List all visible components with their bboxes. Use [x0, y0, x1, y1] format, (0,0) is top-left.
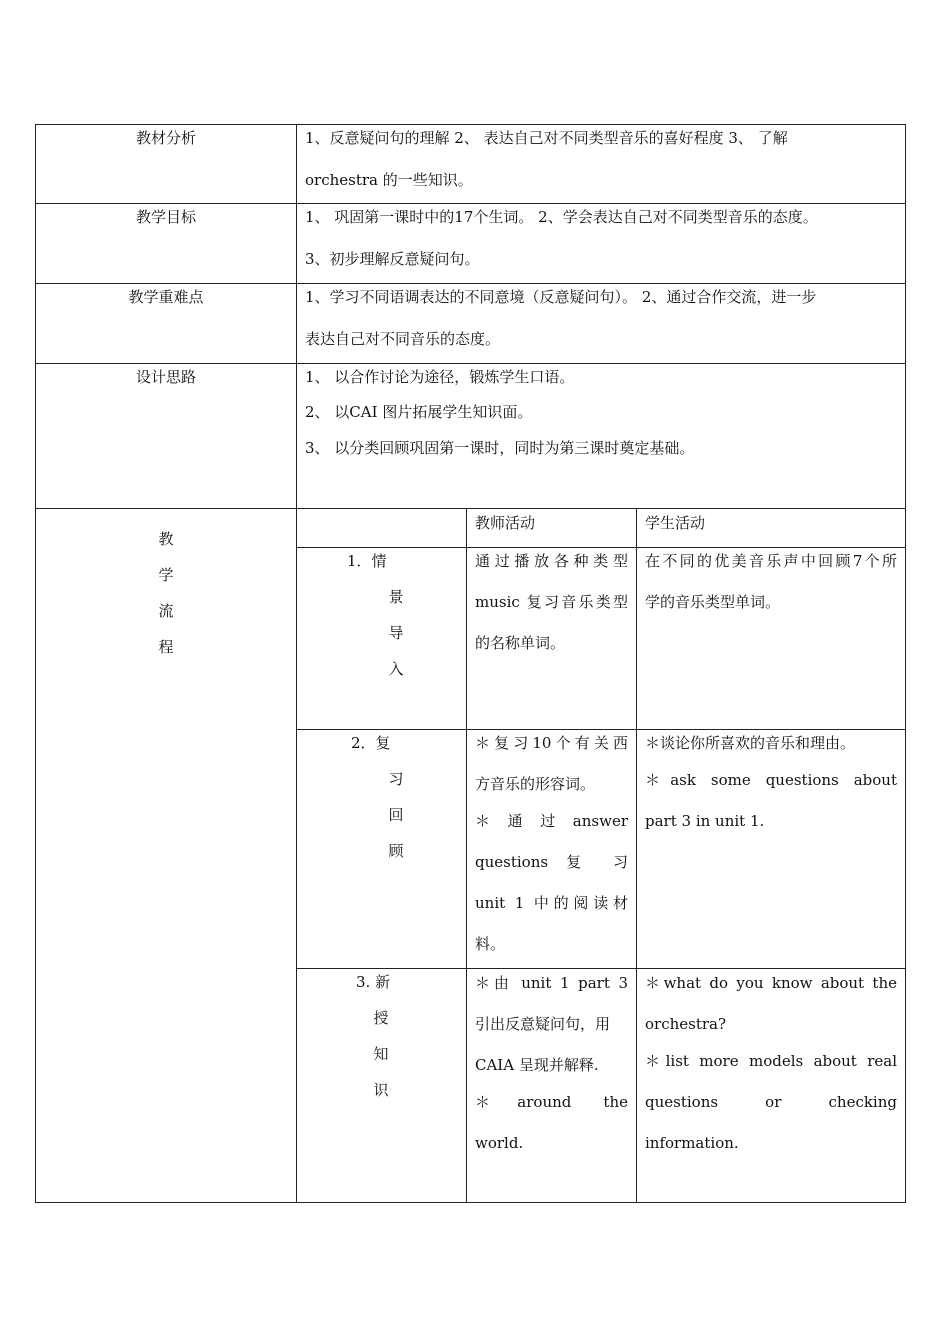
step-divider-1 [297, 729, 906, 730]
row-content-line: 1、 以合作讨论为途径，锻炼学生口语。 [305, 368, 575, 386]
teacher-activity-line: world. [475, 1134, 524, 1152]
row-divider-1 [35, 203, 906, 204]
process-label-char: 学 [158, 566, 174, 584]
header-teacher-activity: 教师活动 [475, 514, 536, 532]
student-activity-line: ＊谈论你所喜欢的音乐和理由。 [645, 734, 856, 752]
row-content-line: orchestra 的一些知识。 [305, 171, 473, 189]
student-column-divider [636, 508, 637, 1203]
header-student-activity: 学生活动 [645, 514, 706, 532]
row-content-line: 表达自己对不同音乐的态度。 [305, 330, 501, 348]
teacher-activity-line: unit 1 中的阅读材 [475, 894, 628, 912]
step-char: 导 [388, 624, 404, 642]
step-char: 回 [388, 806, 404, 824]
step-char: 顾 [388, 842, 404, 860]
step-number: 1．情 [347, 552, 387, 570]
teacher-column-divider [466, 508, 467, 1203]
teacher-activity-line: music 复习音乐类型 [475, 593, 628, 611]
student-activity-line: 学的音乐类型单词。 [645, 593, 781, 611]
row-divider-2 [35, 283, 906, 284]
student-activity-line: ＊ask some questions about [645, 771, 897, 789]
student-activity-line: ＊what do you know about the [645, 974, 897, 992]
student-activity-line: questions or checking [645, 1093, 897, 1111]
table-border-bottom [35, 1202, 906, 1203]
row-divider-4 [35, 508, 906, 509]
row-content-line: 3、初步理解反意疑问句。 [305, 250, 480, 268]
row-label-textbook-analysis: 教材分析 [135, 129, 196, 147]
teacher-activity-line: ＊由 unit 1 part 3 [475, 974, 628, 992]
table-border-top [35, 124, 906, 125]
student-activity-line: information. [645, 1134, 739, 1152]
step-char: 入 [388, 660, 404, 678]
row-content-line: 2、 以CAI 图片拓展学生知识面。 [305, 403, 533, 421]
teacher-activity-line: 的名称单词。 [475, 634, 566, 652]
row-label-design-ideas: 设计思路 [135, 368, 196, 386]
teacher-activity-line: ＊ 通 过 answer [475, 812, 628, 830]
row-divider-3 [35, 363, 906, 364]
process-label-char: 程 [158, 638, 174, 656]
row-label-teaching-goals: 教学目标 [135, 208, 196, 226]
process-label-char: 教 [158, 530, 174, 548]
step-divider-2 [297, 968, 906, 969]
step-char: 习 [388, 770, 404, 788]
student-activity-line: part 3 in unit 1. [645, 812, 765, 830]
teacher-activity-line: 引出反意疑问句，用 [475, 1015, 611, 1033]
row-content-line: 1、反意疑问句的理解 2、 表达自己对不同类型音乐的喜好程度 3、 了解 [305, 129, 788, 147]
table-border-left [35, 124, 36, 1203]
teacher-activity-line: 方音乐的形容词。 [475, 775, 596, 793]
table-border-right [905, 124, 906, 1203]
step-char: 知 [373, 1045, 389, 1063]
teacher-activity-line: ＊复习10个有关西 [475, 734, 628, 752]
step-number: 2．复 [351, 734, 391, 752]
step-char: 授 [373, 1009, 389, 1027]
student-activity-line: orchestra? [645, 1015, 727, 1033]
teacher-activity-line: questions 复 习 [475, 853, 628, 871]
row-label-key-points: 教学重难点 [128, 288, 204, 306]
process-label-char: 流 [158, 602, 174, 620]
row-content-line: 1、学习不同语调表达的不同意境（反意疑问句）。 2、通过合作交流，进一步 [305, 288, 817, 306]
teacher-activity-line: 通过播放各种类型 [475, 552, 628, 570]
teacher-activity-line: 料。 [475, 935, 506, 953]
student-activity-line: 在不同的优美音乐声中回顾7个所 [645, 552, 897, 570]
row-content-line: 3、 以分类回顾巩固第一课时，同时为第三课时奠定基础。 [305, 439, 695, 457]
teacher-activity-line: ＊around the [475, 1093, 628, 1111]
step-number: 3. 新 [356, 973, 391, 991]
label-column-divider [296, 124, 297, 1203]
process-header-divider [297, 547, 906, 548]
row-content-line: 1、 巩固第一课时中的17个生词。 2、学会表达自己对不同类型音乐的态度。 [305, 208, 818, 226]
step-char: 景 [388, 588, 404, 606]
student-activity-line: ＊list more models about real [645, 1052, 897, 1070]
teacher-activity-line: CAIA 呈现并解释. [475, 1056, 599, 1074]
step-char: 识 [373, 1081, 389, 1099]
